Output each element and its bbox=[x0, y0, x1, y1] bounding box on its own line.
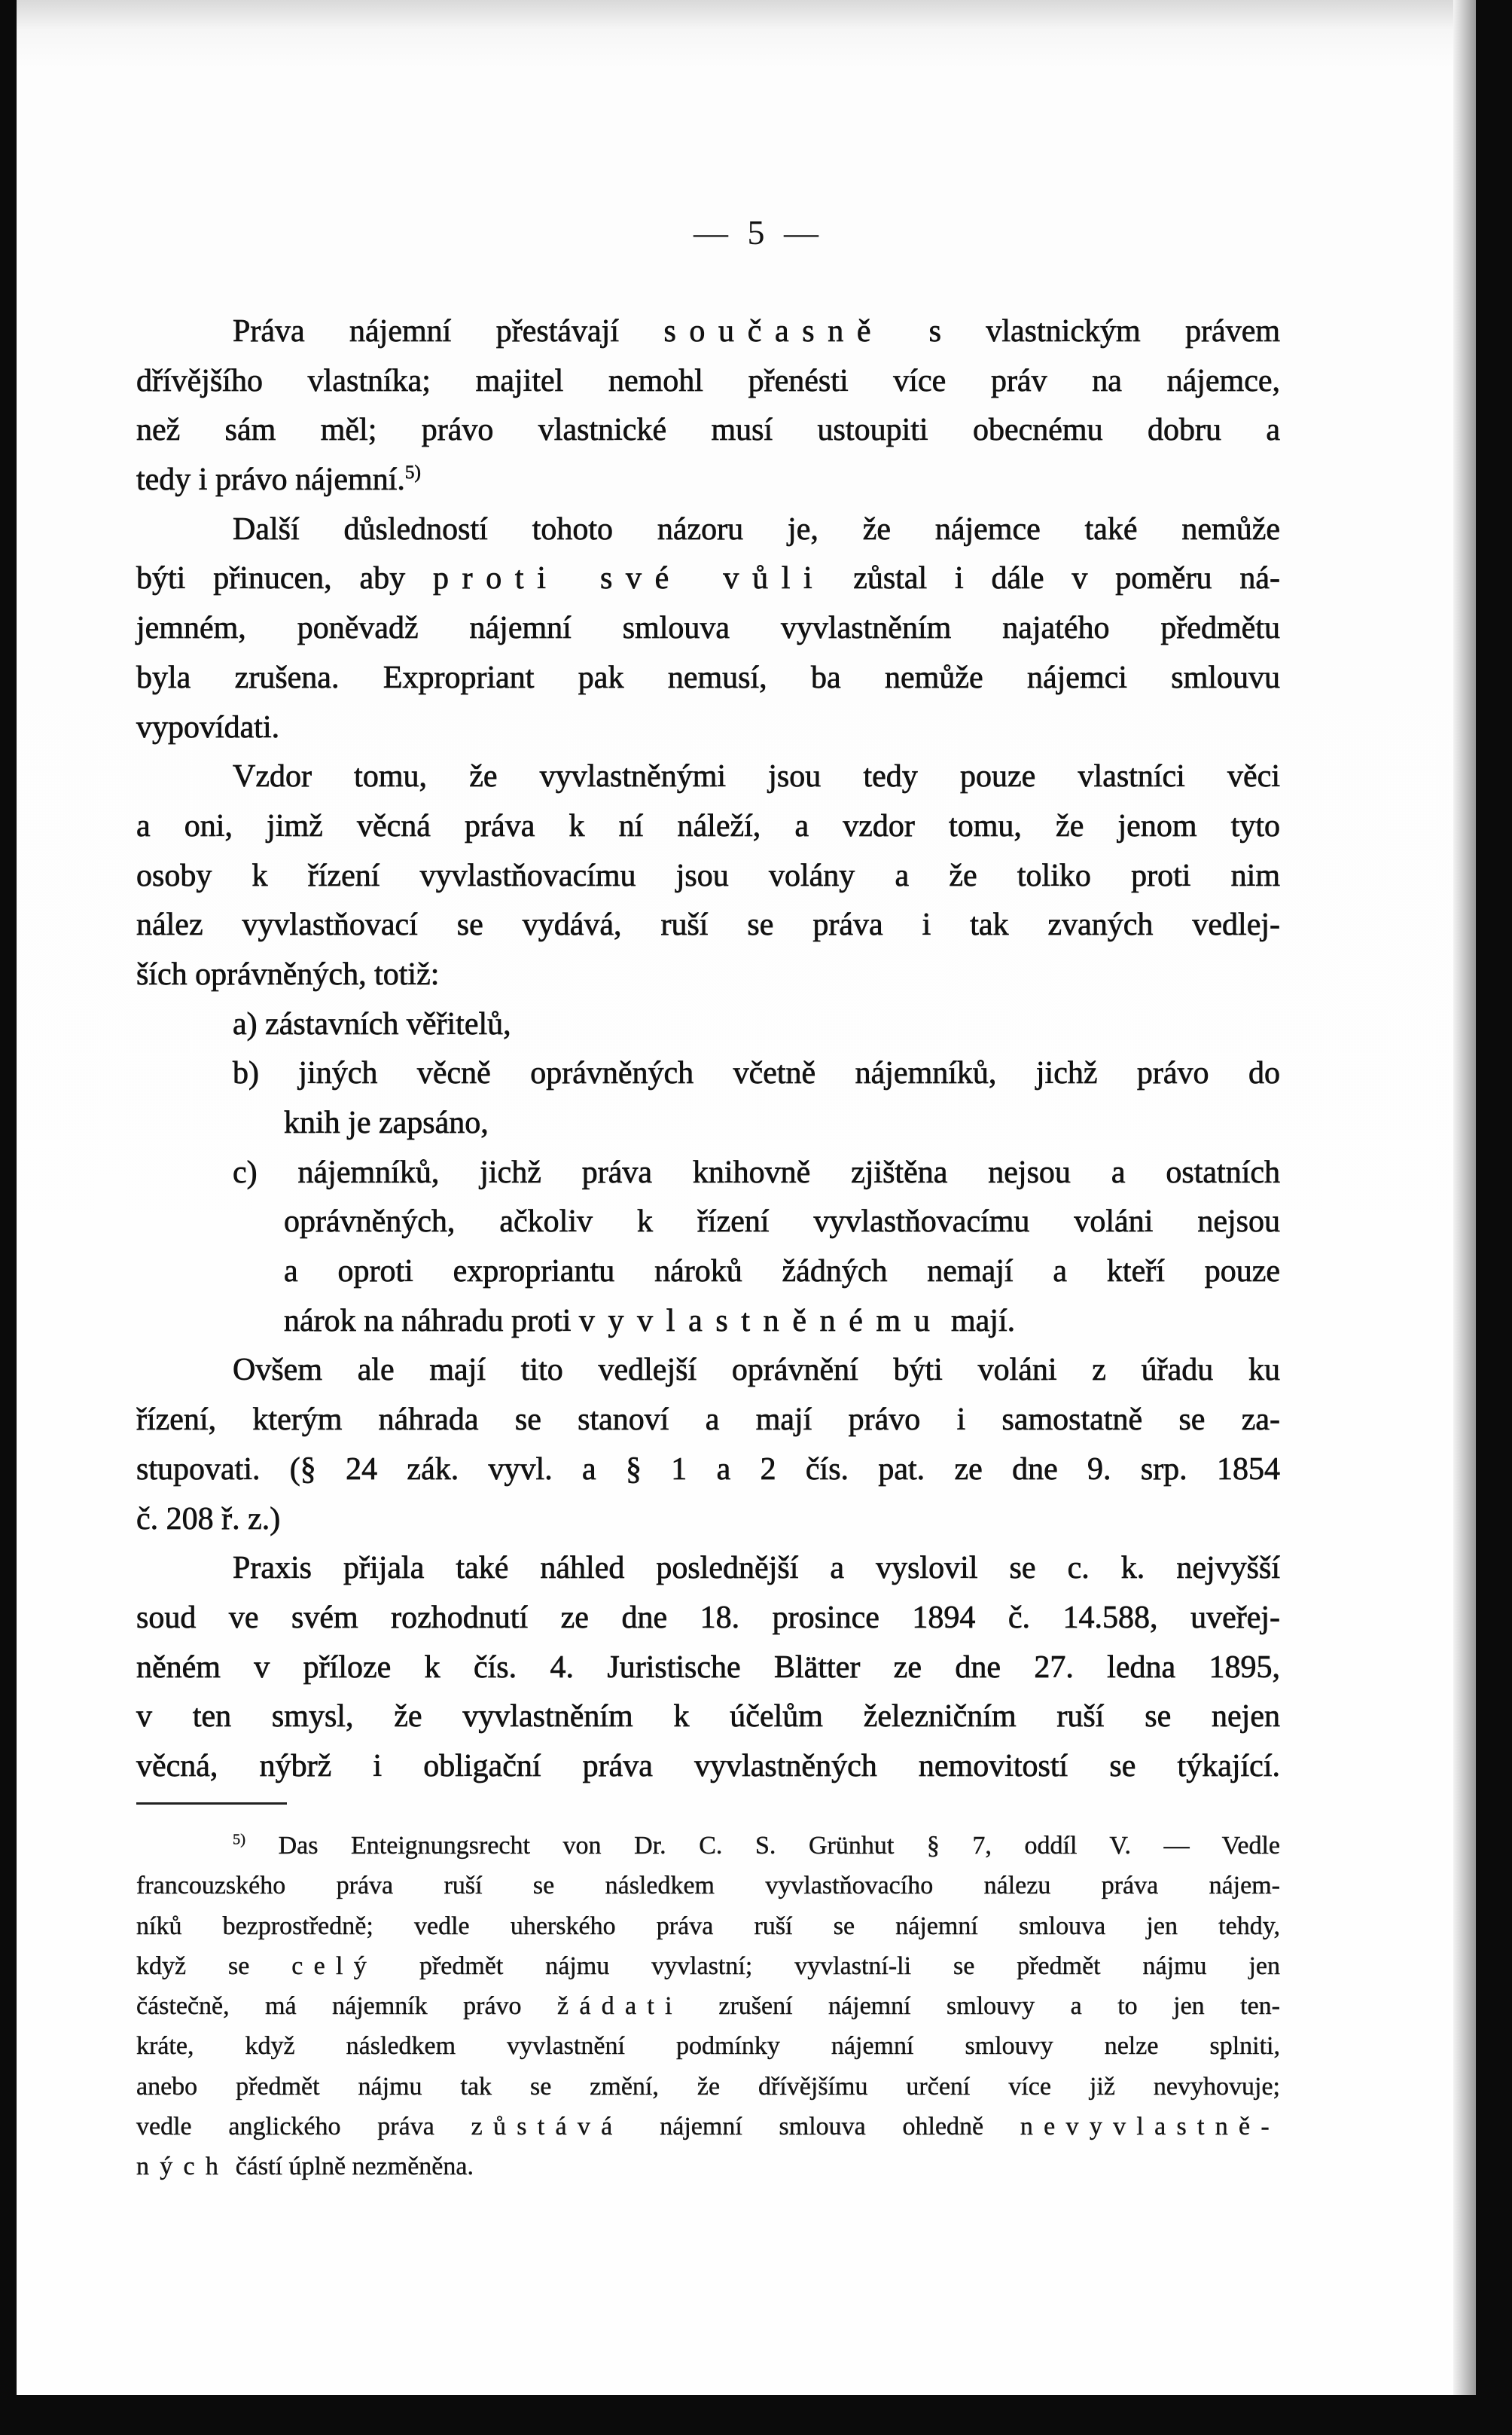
text-line bbox=[136, 802, 1280, 852]
text-segment: nález vyvlastňovací se vydává, ruší se práva i tak zvaných vedlej- bbox=[136, 908, 1280, 943]
text-line bbox=[136, 1742, 1280, 1792]
text-segment: č. 208 ř. z.) bbox=[136, 1501, 281, 1536]
text-segment: b) jiných věcně oprávněných včetně nájemníků, jichž právo do bbox=[233, 1056, 1280, 1091]
emphasized-text: současně bbox=[663, 314, 885, 349]
emphasized-text: žádati bbox=[557, 1992, 683, 2021]
text-segment: stupovati. (§ 24 zák. vyvl. a § 1 a 2 čís. pat. ze dne 9. srp. 1854 bbox=[136, 1451, 1280, 1487]
body-text bbox=[136, 307, 1280, 1792]
text-line bbox=[136, 1099, 1280, 1149]
text-line bbox=[136, 703, 1280, 753]
text-line bbox=[136, 1986, 1280, 2026]
text-segment: něném v příloze k čís. 4. Juristische Blätter ze dne 27. ledna 1895, bbox=[136, 1649, 1280, 1685]
text-line bbox=[136, 1544, 1280, 1594]
emphasized-text: proti své vůli bbox=[433, 561, 826, 597]
emphasized-text: zůstává bbox=[471, 2113, 623, 2141]
text-line bbox=[136, 1000, 1280, 1050]
text-segment: c) nájemníků, jichž práva knihovně zjištěna nejsou a ostatních bbox=[233, 1155, 1280, 1190]
text-line bbox=[136, 604, 1280, 654]
footnote-separator bbox=[136, 1802, 287, 1805]
text-line bbox=[136, 2067, 1280, 2107]
text-segment: částečně, má nájemník právo bbox=[136, 1992, 558, 2021]
text-line bbox=[136, 654, 1280, 703]
text-line bbox=[136, 357, 1280, 407]
page-number: — 5 — bbox=[694, 213, 818, 252]
text-line bbox=[136, 1594, 1280, 1643]
text-segment: předmět nájmu vyvlastní; vyvlastní-li se předmět nájmu jen bbox=[377, 1951, 1280, 1980]
text-segment: a) zástavních věřitelů, bbox=[233, 1006, 511, 1042]
emphasized-text: nevyvlastně- bbox=[1020, 2113, 1280, 2141]
text-line bbox=[136, 1445, 1280, 1495]
text-segment: oprávněných, ačkoliv k řízení vyvlastňovacímu voláni nejsou bbox=[284, 1204, 1280, 1240]
emphasized-text: celý bbox=[291, 1951, 378, 1980]
text-segment: a oni, jimž věcná práva k ní náleží, a vzdor tomu, že jenom tyto bbox=[136, 808, 1280, 844]
text-segment: francouzského práva ruší se následkem vyvlastňovacího nálezu práva nájem- bbox=[136, 1872, 1280, 1900]
text-line bbox=[136, 2147, 1280, 2186]
text-segment: Práva nájemní přestávají bbox=[233, 314, 664, 349]
text-line bbox=[136, 2026, 1280, 2066]
text-line bbox=[136, 505, 1280, 555]
page-edge-shadow bbox=[1453, 0, 1476, 2395]
text-segment: dřívějšího vlastníka; majitel nemohl přenésti více práv na nájemce, bbox=[136, 363, 1280, 398]
text-segment: věcná, nýbrž i obligační práva vyvlastněných nemovitostí se týkající. bbox=[136, 1748, 1280, 1784]
text-segment: býti přinucen, aby bbox=[136, 561, 433, 597]
text-segment: Ovšem ale mají tito vedlejší oprávnění býti voláni z úřadu ku bbox=[233, 1353, 1280, 1388]
text-segment: když se bbox=[136, 1951, 292, 1980]
text-line bbox=[136, 1346, 1280, 1396]
text-segment: Vzdor tomu, že vyvlastněnými jsou tedy pouze vlastníci věci bbox=[233, 759, 1280, 795]
text-line bbox=[136, 554, 1280, 604]
text-line bbox=[136, 406, 1280, 456]
text-line bbox=[136, 456, 1280, 505]
text-segment: Další důsledností tohoto názoru je, že nájemce také nemůže bbox=[233, 511, 1280, 547]
text-segment: částí úplně nezměněna. bbox=[229, 2153, 474, 2181]
text-segment: a oproti expropriantu nároků žádných nemají a kteří pouze bbox=[284, 1254, 1280, 1289]
text-line bbox=[136, 1247, 1280, 1297]
text-segment: zůstal i dále v poměru ná- bbox=[825, 561, 1280, 597]
text-line bbox=[136, 307, 1280, 357]
text-line bbox=[136, 1049, 1280, 1099]
text-segment: nárok na náhradu proti bbox=[284, 1303, 579, 1338]
text-segment: knih je zapsáno, bbox=[284, 1106, 489, 1140]
text-segment: v ten smysl, že vyvlastněním k účelům železničním ruší se nejen bbox=[136, 1699, 1280, 1735]
text-segment: zrušení nájemní smlouvy a to jen ten- bbox=[682, 1992, 1281, 2021]
text-segment: ších oprávněných, totiž: bbox=[136, 957, 440, 992]
text-segment: byla zrušena. Expropriant pak nemusí, ba nemůže nájemci smlouvu bbox=[136, 660, 1280, 695]
text-line bbox=[136, 1946, 1280, 1986]
text-segment: soud ve svém rozhodnutí ze dne 18. prosince 1894 č. 14.588, uveřej- bbox=[136, 1600, 1280, 1635]
text-segment: níků bezprostředně; vedle uherského práva ruší se nájemní smlouva jen tehdy, bbox=[136, 1912, 1280, 1940]
text-line bbox=[136, 752, 1280, 802]
emphasized-text: vyvlastněnému bbox=[578, 1303, 943, 1338]
footnote-marker: 5) bbox=[404, 462, 421, 484]
footnote-marker: 5) bbox=[233, 1831, 245, 1848]
text-segment: osoby k řízení vyvlastňovacímu jsou volány a že toliko proti nim bbox=[136, 858, 1280, 893]
text-line bbox=[136, 1643, 1280, 1693]
emphasized-text: ných bbox=[136, 2153, 230, 2181]
text-segment: anebo předmět nájmu tak se změní, že dřívějšímu určení více již nevyhovuje; bbox=[136, 2072, 1280, 2101]
text-line bbox=[136, 2107, 1280, 2147]
text-line bbox=[136, 1692, 1280, 1742]
text-segment: kráte, když následkem vyvlastnění podmínky nájemní smlouvy nelze splniti, bbox=[136, 2032, 1280, 2061]
text-line bbox=[136, 1866, 1280, 1906]
text-segment: s vlastnickým právem bbox=[884, 314, 1281, 349]
text-line bbox=[136, 1297, 1280, 1347]
text-segment: jemném, poněvadž nájemní smlouva vyvlastněním najatého předmětu bbox=[136, 611, 1280, 646]
text-segment: řízení, kterým náhrada se stanoví a mají právo i samostatně se za- bbox=[136, 1402, 1280, 1438]
text-segment: tedy i právo nájemní. bbox=[136, 462, 405, 498]
text-segment: Das Enteignungsrecht von Dr. C. S. Grünhut § 7, oddíl V. — Vedle bbox=[245, 1832, 1280, 1860]
text-line bbox=[136, 1906, 1280, 1946]
footnote bbox=[136, 1826, 1280, 2187]
text-line bbox=[136, 901, 1280, 951]
text-line bbox=[136, 1396, 1280, 1445]
text-segment: vypovídati. bbox=[136, 709, 280, 745]
text-line bbox=[136, 1826, 1280, 1866]
text-line bbox=[136, 951, 1280, 1000]
text-segment: mají. bbox=[943, 1303, 1016, 1338]
text-line bbox=[136, 1495, 1280, 1545]
text-line bbox=[136, 1149, 1280, 1198]
text-segment: nájemní smlouva ohledně bbox=[623, 2113, 1020, 2141]
text-segment: vedle anglického práva bbox=[136, 2113, 471, 2141]
text-segment: Praxis přijala také náhled poslednější a vyslovil se c. k. nejvyšší bbox=[233, 1551, 1280, 1586]
text-line bbox=[136, 1198, 1280, 1247]
text-segment: než sám měl; právo vlastnické musí ustoupiti obecnému dobru a bbox=[136, 413, 1280, 448]
text-line bbox=[136, 852, 1280, 902]
